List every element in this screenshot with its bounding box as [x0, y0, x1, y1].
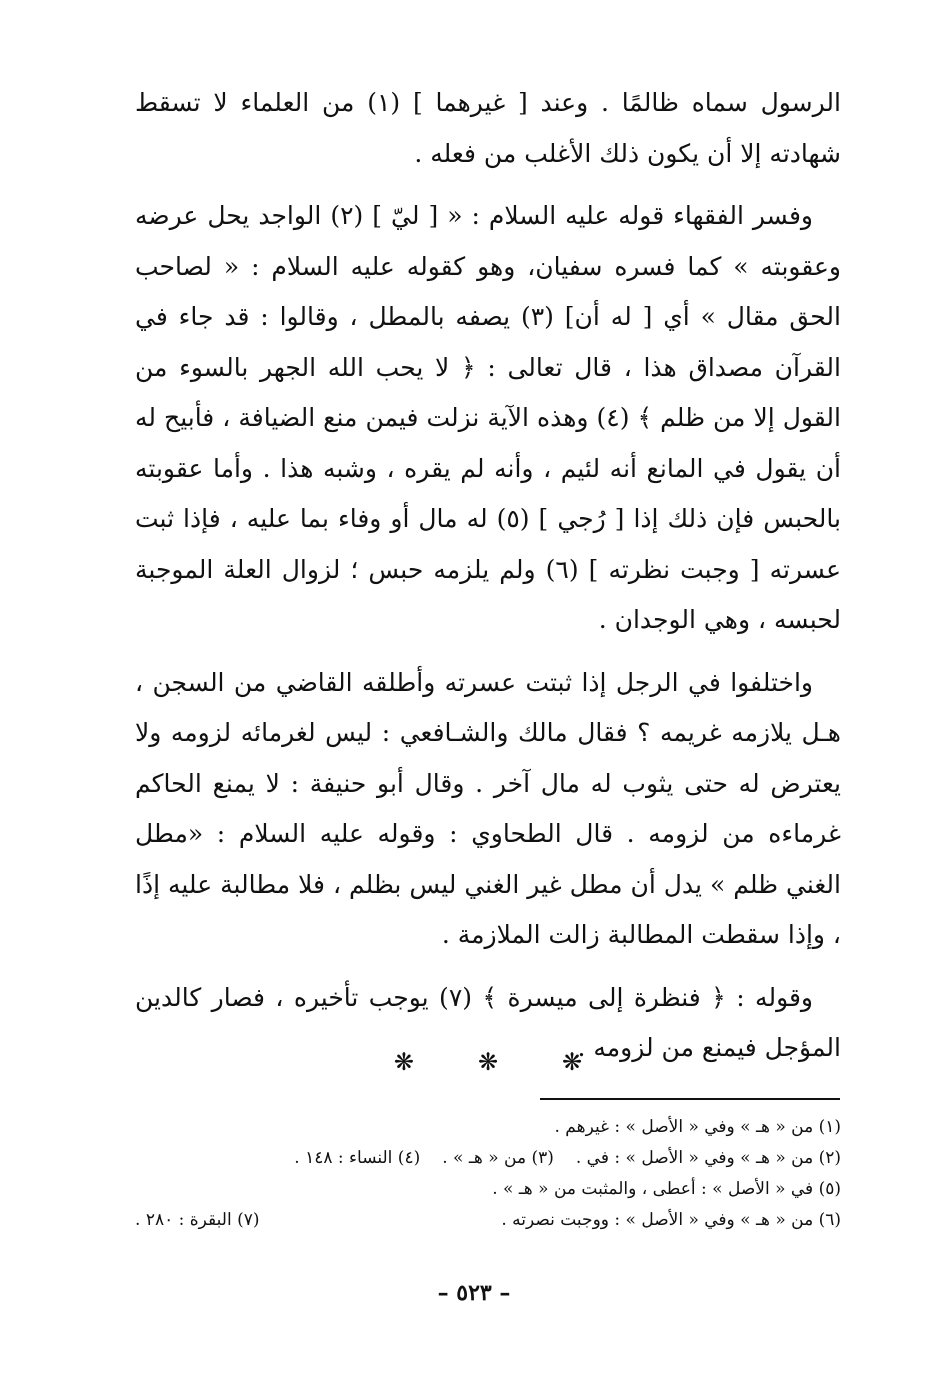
footnote-2: (٢) من « هـ » وفي « الأصل » : في .	[575, 1148, 841, 1168]
asterisk-ornament: ❋	[477, 1048, 499, 1076]
footnote-divider	[540, 1098, 840, 1100]
footnote-row	[135, 1112, 841, 1143]
footnote-4: (٤) النساء : ١٤٨ .	[294, 1148, 421, 1168]
paragraph-3: واختلفوا في الرجل إذا ثبتت عسرته وأطلقه القاضي من السجن ، هـل يلازمه غريمه ؟ فقال مالك والشـافعي : ليس لغرمائه لزومه ولا يعترض له حتى يثوب له مال آخر . وقال أبو حنيفة : لا يمنع الحاكم غرماءه من لزومه . قال الطحاوي : وقوله عليه السلام : «مطل الغني ظلم » يدل أن مطل غير الغني ليس بظلم ، فلا مطالبة عليه إذًا ، وإذا سقطت المطالبة زالت الملازمة .	[135, 667, 841, 949]
main-text	[135, 78, 841, 1086]
paragraph-1: الرسول سماه ظالمًا . وعند [ غيرهما ] (١) من العلماء لا تسقط شهادته إلا أن يكون ذلك الأغلب من فعله .	[135, 88, 841, 168]
footnote-6: (٦) من « هـ » وفي « الأصل » : ووجبت نصرته .	[501, 1210, 841, 1230]
footnote-row	[135, 1143, 841, 1174]
paragraph-4: وقوله : ﴿ فنظرة إلى ميسرة ﴾ (٧) يوجب تأخيره ، فصار كالدين المؤجل فيمنع من لزومه .	[135, 982, 841, 1062]
footnote-1: (١) من « هـ » وفي « الأصل » : غيرهم .	[554, 1117, 841, 1137]
footnotes	[135, 1112, 841, 1236]
asterisk-ornament: ❋	[562, 1048, 583, 1076]
paragraph-2: وفسر الفقهاء قوله عليه السلام : « [ ليّ ] (٢) الواجد يحل عرضه وعقوبته » كما فسره سفيان، وهو كقوله عليه السلام : « لصاحب الحق مقال » أي [ له أن] (٣) يصفه بالمطل ، وقالوا : قد جاء في القرآن مصداق هذا ، قال تعالى : ﴿ لا يحب الله الجهر بالسوء من القول إلا من ظلم ﴾ (٤) وهذه الآية نزلت فيمن منع الضيافة ، فأبيح له أن يقول في المانع أنه لئيم ، وأنه لم يقره ، وشبه هذا . وأما عقوبته بالحبس فإن ذلك إذا [ رُجي ] (٥) له مال أو وفاء بما عليه ، فإذا ثبت عسرته [ وجبت نظرته ] (٦) ولم يلزمه حبس ؛ لزوال العلة الموجبة لحبسه ، وهي الوجدان .	[135, 201, 841, 634]
footnote-3: (٣) من « هـ » .	[442, 1148, 554, 1168]
footnote-5: (٥) في « الأصل » : أعطى ، والمثبت من « هـ » .	[492, 1179, 841, 1199]
footnote-row	[135, 1205, 841, 1236]
page-number: – ٥٢٣ –	[437, 1280, 511, 1306]
footnote-row	[135, 1174, 841, 1205]
footnote-7: (٧) البقرة : ٢٨٠ .	[135, 1210, 260, 1230]
section-separator	[135, 1042, 841, 1082]
asterisk-ornament: ❋	[393, 1048, 414, 1076]
